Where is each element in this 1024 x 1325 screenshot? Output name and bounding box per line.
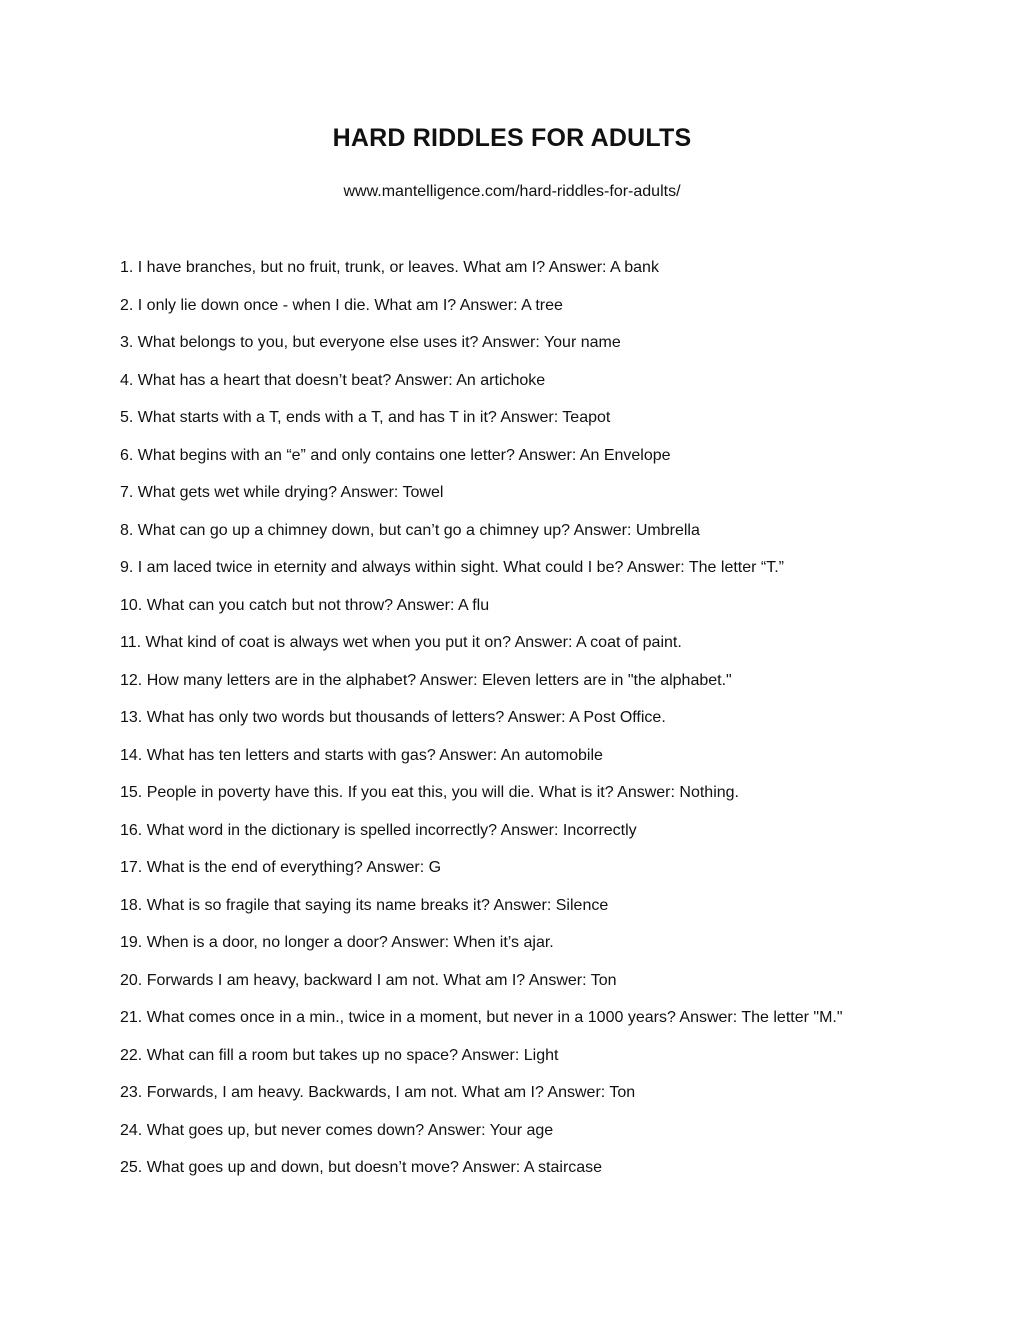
riddle-item: 22. What can fill a room but takes up no space? Answer: Light (120, 1046, 559, 1064)
riddle-item: 9. I am laced twice in eternity and always within sight. What could I be? Answer: The letter “T.” (120, 559, 785, 576)
riddle-item: 21. What comes once in a min., twice in a moment, but never in a 1000 years? Answer: The letter "M." (120, 1009, 843, 1026)
riddle-item: 8. What can go up a chimney down, but can’t go a chimney up? Answer: Umbrella (120, 521, 700, 539)
riddle-item: 19. When is a door, no longer a door? Answer: When it’s ajar. (120, 934, 554, 951)
riddle-item: 17. What is the end of everything? Answer: G (120, 859, 442, 876)
riddle-item: 20. Forwards I am heavy, backward I am not. What am I? Answer: Ton (120, 971, 617, 989)
riddle-item: 16. What word in the dictionary is spelled incorrectly? Answer: Incorrectly (120, 821, 637, 839)
riddle-item: 11. What kind of coat is always wet when you put it on? Answer: A coat of paint. (120, 634, 682, 651)
riddle-item: 1. I have branches, but no fruit, trunk, or leaves. What am I? Answer: A bank (120, 259, 659, 276)
riddle-item: 7. What gets wet while drying? Answer: Towel (120, 484, 444, 501)
riddle-item: 12. How many letters are in the alphabet? Answer: Eleven letters are in "the alphabet." (120, 671, 732, 689)
riddle-item: 14. What has ten letters and starts with gas? Answer: An automobile (120, 746, 603, 764)
riddle-item: 10. What can you catch but not throw? Answer: A flu (120, 596, 490, 614)
riddle-item: 15. People in poverty have this. If you eat this, you will die. What is it? Answer: Nothing. (120, 784, 739, 801)
riddle-item: 4. What has a heart that doesn’t beat? Answer: An artichoke (120, 371, 546, 389)
source-url: www.mantelligence.com/hard-riddles-for-adults/ (343, 183, 681, 200)
riddle-list (120, 257, 980, 1195)
riddle-item: 13. What has only two words but thousands of letters? Answer: A Post Office. (120, 709, 666, 726)
riddle-item: 25. What goes up and down, but doesn’t move? Answer: A staircase (120, 1159, 603, 1176)
riddle-item: 3. What belongs to you, but everyone else uses it? Answer: Your name (120, 334, 621, 351)
page-title: HARD RIDDLES FOR ADULTS (332, 124, 692, 152)
riddle-item: 6. What begins with an “e” and only contains one letter? Answer: An Envelope (120, 446, 671, 464)
riddle-item: 24. What goes up, but never comes down? Answer: Your age (120, 1121, 554, 1139)
riddle-item: 23. Forwards, I am heavy. Backwards, I am not. What am I? Answer: Ton (120, 1084, 636, 1101)
riddle-item: 2. I only lie down once - when I die. What am I? Answer: A tree (120, 296, 563, 314)
riddle-item: 18. What is so fragile that saying its name breaks it? Answer: Silence (120, 896, 609, 914)
riddle-item: 5. What starts with a T, ends with a T, and has T in it? Answer: Teapot (120, 409, 611, 426)
